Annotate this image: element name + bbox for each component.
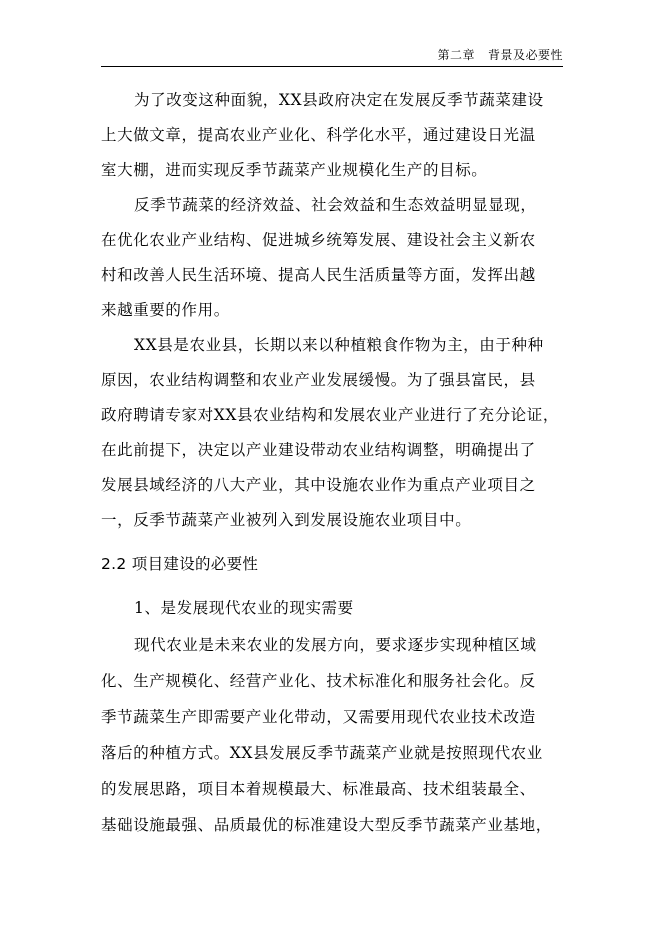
paragraph-line: 村和改善人民生活环境、提高人民生活质量等方面，发挥出越 — [101, 266, 536, 284]
paragraph-line: 室大棚，进而实现反季节蔬菜产业规模化生产的目标。 — [101, 161, 488, 179]
paragraph-line: 一，反季节蔬菜产业被列入到发展设施农业项目中。 — [101, 511, 472, 529]
paragraph-line: 现代农业是未来农业的发展方向，要求逐步实现种植区域 — [134, 636, 537, 654]
paragraph-line: 发展县域经济的八大产业，其中设施农业作为重点产业项目之 — [101, 476, 536, 494]
paragraph-line: 为了改变这种面貌，XX县政府决定在发展反季节蔬菜建设 — [134, 91, 544, 109]
paragraph-line: 在此前提下，决定以产业建设带动农业结构调整，明确提出了 — [101, 441, 536, 459]
paragraph-line: 季节蔬菜生产即需要产业化带动，又需要用现代农业技术改造 — [101, 708, 536, 726]
header-chapter: 第二章 — [437, 48, 476, 62]
header-title: 背景及必要性 — [487, 48, 563, 62]
paragraph-line: 政府聘请专家对XX县农业结构和发展农业产业进行了充分论证， — [101, 406, 559, 424]
paragraph-line: XX县是农业县，长期以来以种植粮食作物为主，由于种种 — [134, 336, 544, 354]
paragraph-line: 落后的种植方式。XX县发展反季节蔬菜产业就是按照现代农业 — [101, 744, 543, 762]
header-text — [438, 46, 563, 63]
subsection-heading: 1、是发展现代农业的现实需要 — [134, 599, 354, 617]
paragraph-line: 上大做文章，提高农业产业化、科学化水平，通过建设日光温 — [101, 126, 536, 144]
paragraph-line: 来越重要的作用。 — [101, 301, 230, 319]
paragraph-line: 基础设施最强、品质最优的标准建设大型反季节蔬菜产业基地， — [101, 816, 552, 834]
paragraph-line: 在优化农业产业结构、促进城乡统筹发展、建设社会主义新农 — [101, 231, 536, 249]
page-header — [101, 40, 563, 67]
section-title: 项目建设的必要性 — [131, 555, 259, 573]
paragraph-line: 的发展思路，项目本着规模最大、标准最高、技术组装最全、 — [101, 780, 536, 798]
paragraph-line: 化、生产规模化、经营产业化、技术标准化和服务社会化。反 — [101, 672, 536, 690]
section-heading — [101, 553, 258, 575]
section-number: 2.2 — [101, 555, 127, 573]
paragraph-line: 反季节蔬菜的经济效益、社会效益和生态效益明显显现， — [134, 196, 537, 214]
paragraph-line: 原因，农业结构调整和农业产业发展缓慢。为了强县富民，县 — [101, 371, 536, 389]
